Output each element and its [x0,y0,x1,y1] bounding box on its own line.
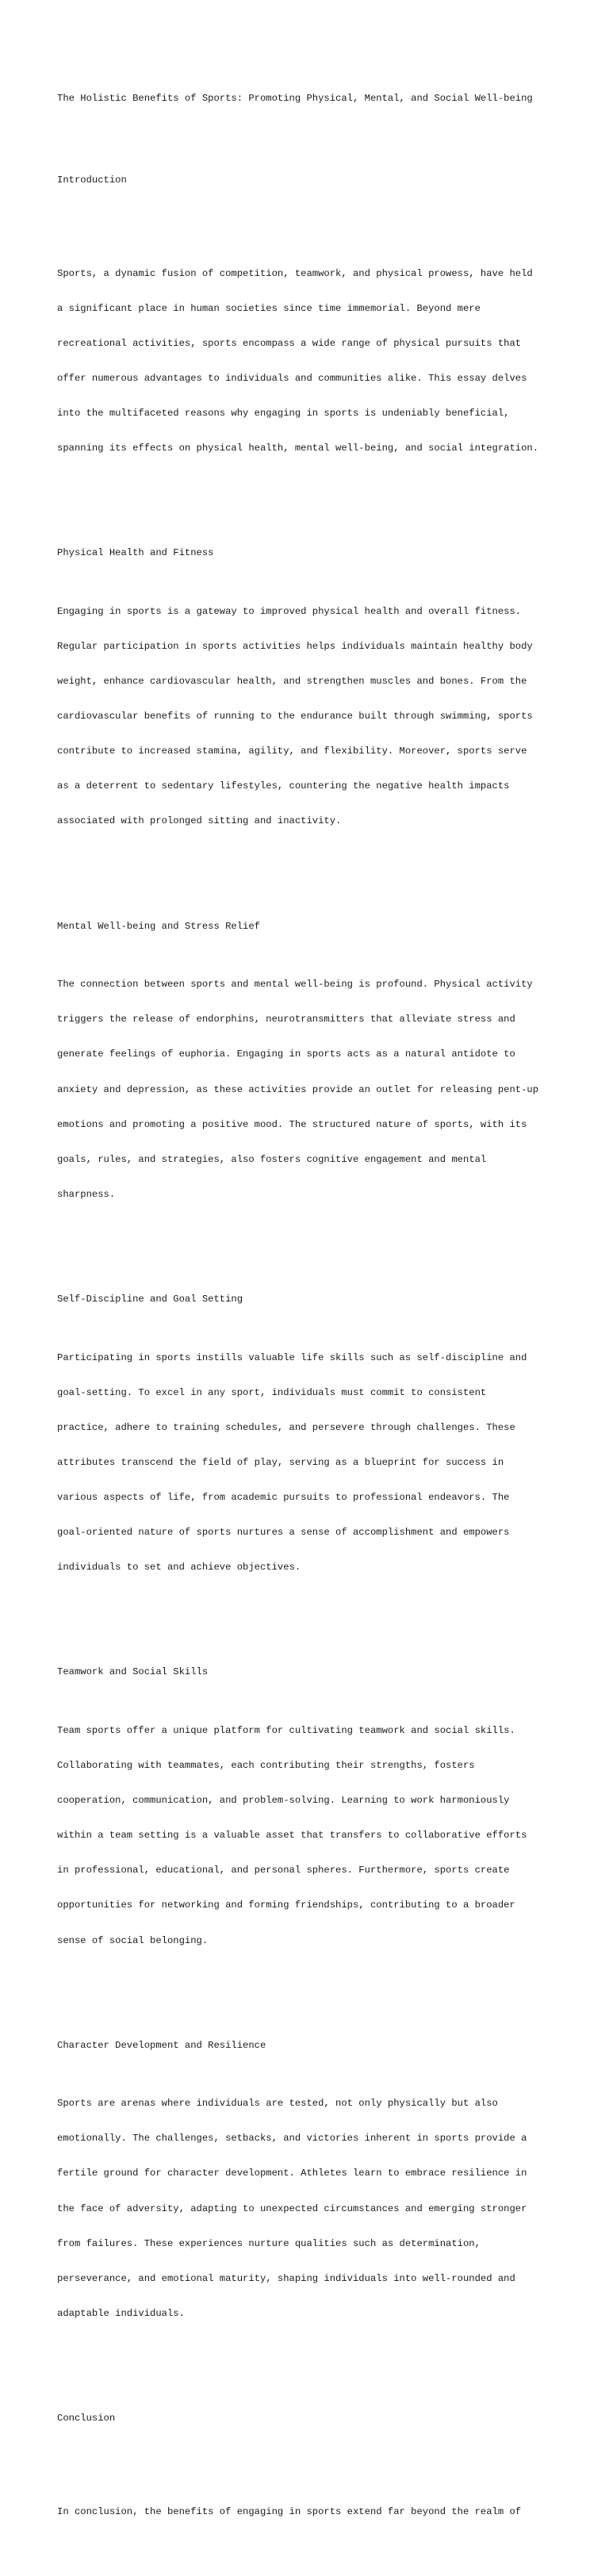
paragraph-line: emotionally. The challenges, setbacks, and victories inherent in sports provide a [57,2133,527,2145]
spacer [57,1247,565,1259]
teamwork-heading: Teamwork and Social Skills [57,1666,209,1678]
paragraph-line: various aspects of life, from academic pursuits to professional endeavors. The [57,1491,510,1503]
paragraph-line: the face of adversity, adapting to unexpected circumstances and emerging stronger [57,2202,527,2214]
character-heading: Character Development and Resilience [57,2039,266,2051]
paragraph-line: Sports are arenas where individuals are tested, not only physically but also [57,2098,498,2110]
paragraph-line: weight, enhance cardiovascular health, and strengthen muscles and bones. From the [57,676,527,688]
physical-health-paragraph [57,582,565,850]
spacer [57,2366,565,2378]
spacer [57,2448,565,2459]
paragraph-line: fertile ground for character development. Athletes learn to embrace resilience in [57,2168,527,2179]
paragraph-line: Engaging in sports is a gateway to improved physical health and overall fitness. [57,605,522,617]
paragraph-line: In conclusion, the benefits of engaging in sports extend far beyond the realm of [57,2505,522,2517]
paragraph-line: Team sports offer a unique platform for cultivating teamwork and social skills. [57,1724,515,1736]
character-paragraph [57,2075,565,2343]
paragraph-line: Participating in sports instills valuable life skills such as self-discipline and [57,1351,527,1363]
teamwork-paragraph [57,1702,565,1970]
paragraph-line: anxiety and depression, as these activities provide an outlet for releasing pent-up [57,1083,539,1095]
conclusion-paragraph [57,2482,565,2541]
spacer [57,1993,565,2005]
paragraph-line: a significant place in human societies since time immemorial. Beyond mere [57,302,481,314]
paragraph-line: contribute to increased stamina, agility, and flexibility. Moreover, sports serve [57,746,527,757]
paragraph-line: goal-oriented nature of sports nurtures a sense of accomplishment and empowers [57,1527,510,1539]
document-body [57,58,565,2576]
paragraph-line: The connection between sports and mental well-being is profound. Physical activity [57,979,533,991]
paragraph-line: emotions and promoting a positive mood. The structured nature of sports, with its [57,1118,527,1130]
paragraph-line: into the multifaceted reasons why engaging in sports is undeniably beneficial, [57,407,510,419]
paragraph-line: cardiovascular benefits of running to the endurance built through swimming, sports [57,711,533,723]
paragraph-line: generate feelings of euphoria. Engaging in sports acts as a natural antidote to [57,1048,515,1060]
spacer [57,128,565,140]
mental-wellbeing-heading: Mental Well-being and Stress Relief [57,920,260,932]
paragraph-line: sharpness. [57,1188,116,1200]
paragraph-line: as a deterrent to sedentary lifestyles, countering the negative health impacts [57,780,510,792]
paragraph-line: Regular participation in sports activities helps individuals maintain healthy body [57,640,533,652]
paragraph-line: triggers the release of endorphins, neurotransmitters that alleviate stress and [57,1014,515,1025]
introduction-heading: Introduction [57,174,127,186]
conclusion-heading: Conclusion [57,2413,116,2425]
paragraph-line: perseverance, and emotional maturity, shaping individuals into well-rounded and [57,2272,515,2284]
spacer [57,209,565,221]
paragraph-line: associated with prolonged sitting and inactivity. [57,815,342,827]
paragraph-line: goal-setting. To excel in any sport, individuals must commit to consistent [57,1386,487,1398]
spacer [57,1620,565,1632]
paragraph-line: opportunities for networking and forming friendships, contributing to a broader [57,1899,515,1911]
document-title: The Holistic Benefits of Sports: Promoting Physical, Mental, and Social Well-being [57,93,533,105]
paragraph-line: practice, adhere to training schedules, and persevere through challenges. These [57,1421,515,1433]
paragraph-line: goals, rules, and strategies, also fosters cognitive engagement and mental [57,1153,487,1165]
paragraph-line: Collaborating with teammates, each contributing their strengths, fosters [57,1760,475,1772]
paragraph-line: adaptable individuals. [57,2307,185,2319]
mental-wellbeing-paragraph [57,956,565,1224]
paragraph-line: from failures. These experiences nurture qualities such as determination, [57,2237,481,2249]
self-discipline-paragraph [57,1328,565,1597]
paragraph-line: within a team setting is a valuable asset that transfers to collaborative efforts [57,1830,527,1842]
paragraph-line: in professional, educational, and personal spheres. Furthermore, sports create [57,1865,510,1876]
self-discipline-heading: Self-Discipline and Goal Setting [57,1294,243,1305]
paragraph-line: attributes transcend the field of play, serving as a blueprint for success in [57,1456,504,1468]
introduction-paragraph [57,244,565,477]
paragraph-line: Sports, a dynamic fusion of competition, teamwork, and physical prowess, have held [57,267,533,279]
paragraph-line: spanning its effects on physical health, mental well-being, and social integration. [57,443,539,454]
spacer [57,501,565,513]
paragraph-line: offer numerous advantages to individuals and communities alike. This essay delves [57,372,527,384]
paragraph-line: recreational activities, sports encompass a wide range of physical pursuits that [57,337,522,349]
physical-health-heading: Physical Health and Fitness [57,547,214,559]
spacer [57,874,565,886]
paragraph-line: individuals to set and achieve objectives. [57,1562,301,1574]
paragraph-line: sense of social belonging. [57,1934,209,1946]
paragraph-line: cooperation, communication, and problem-solving. Learning to work harmoniously [57,1795,510,1807]
